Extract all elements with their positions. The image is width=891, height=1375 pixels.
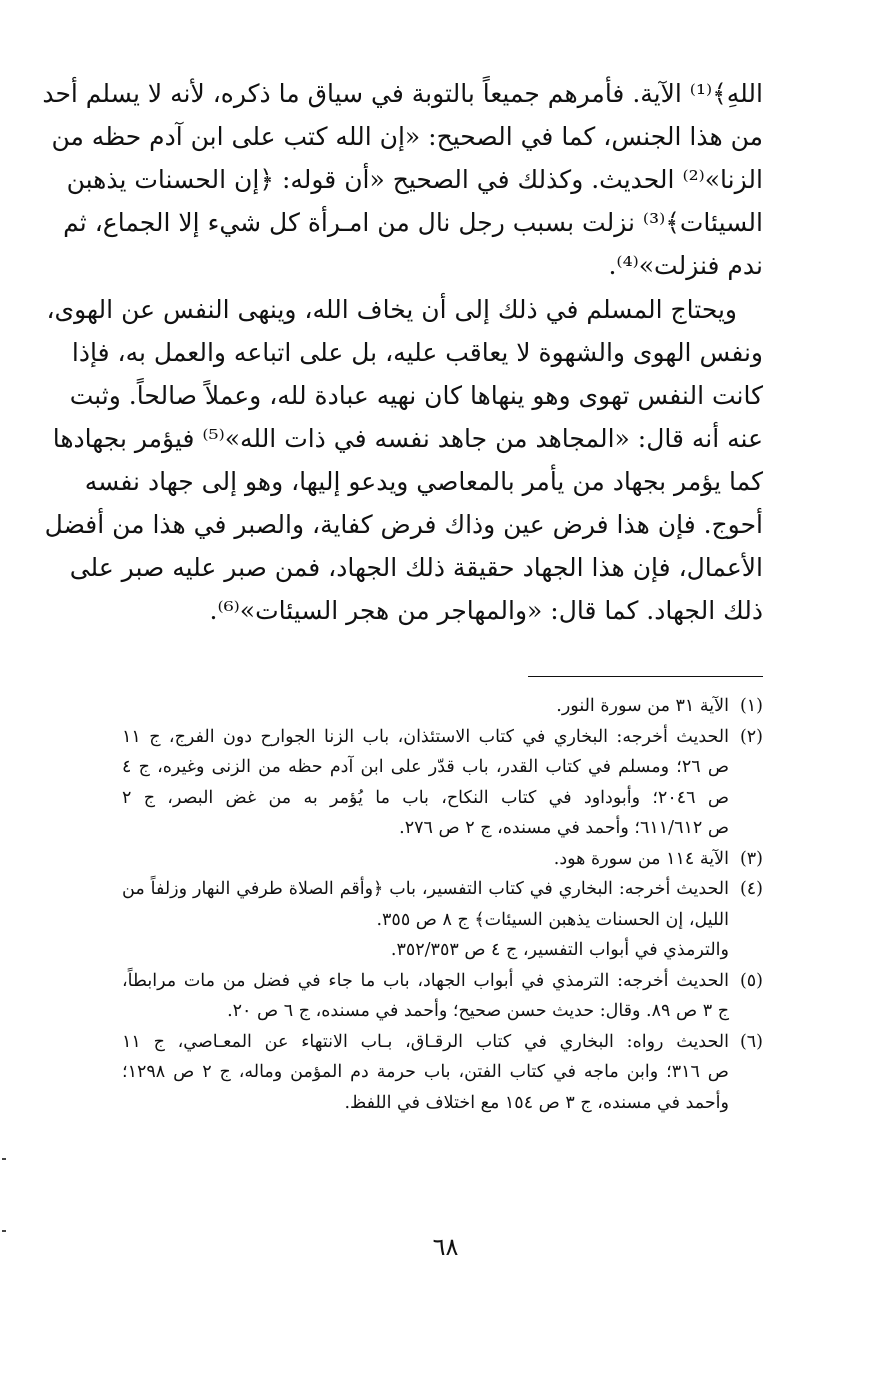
- footnote-3: [122, 844, 763, 875]
- footnote-line: والترمذي في أبواب التفسير، ج ٤ ص ٣٥٢/٣٥٣.: [390, 940, 729, 960]
- footnote-number: (٥): [739, 970, 763, 991]
- paragraph-2: [44, 288, 763, 632]
- text-line: ندم فنزلت»⁽⁴⁾.: [608, 251, 763, 280]
- paragraph-1: [42, 72, 763, 287]
- footnote-separator: [528, 676, 763, 677]
- footnote-line: ص ٢٠٤٦؛ وأبوداود في كتاب النكاح، باب ما يُؤمر به من غض البصر، ج ٢: [122, 787, 729, 808]
- text-line: الزنا»⁽²⁾ الحديث. وكذلك في الصحيح «أن قوله: ﴿إن الحسنات يذهبن: [66, 165, 763, 194]
- footnote-number: (١): [739, 696, 763, 716]
- footnote-number: (٣): [739, 848, 763, 869]
- footnote-number: (٦): [739, 1031, 763, 1052]
- footnotes: [122, 691, 763, 1118]
- footnote-line: ص ٣١٦؛ وابن ماجه في كتاب الفتن، باب حرمة دم المؤمن وماله، ج ٢ ص ١٢٩٨؛: [122, 1062, 729, 1082]
- footnote-6: [122, 1027, 763, 1119]
- footnote-line: الحديث أخرجه: البخاري في كتاب التفسير، باب ﴿وأقم الصلاة طرفي النهار وزلفاً من: [122, 879, 729, 899]
- footnote-line: الآية ٣١ من سورة النور.: [556, 696, 729, 716]
- text-line: الأعمال، فإن هذا الجهاد حقيقة ذلك الجهاد، فمن صبر عليه صبر على: [69, 553, 763, 582]
- footnote-line: ج ٣ ص ٨٩. وقال: حديث حسن صحيح؛ وأحمد في مسنده، ج ٦ ص ٢٠.: [227, 1001, 729, 1021]
- text-line: ويحتاج المسلم في ذلك إلى أن يخاف الله، وينهى النفس عن الهوى،: [46, 295, 737, 324]
- footnote-line: وأحمد في مسنده، ج ٣ ص ١٥٤ مع اختلاف في اللفظ.: [344, 1092, 729, 1113]
- text-line: اللهِ﴾⁽¹⁾ الآية. فأمرهم جميعاً بالتوبة في سياق ما ذكره، لأنه لا يسلم أحد: [42, 79, 763, 108]
- footnote-line: الحديث رواه: البخاري في كتاب الرقـاق، بـاب الانتهاء عن المعـاصي، ج ١١: [122, 1031, 729, 1052]
- footnote-number: (٢): [739, 726, 763, 747]
- text-line: أحوج. فإن هذا فرض عين وذاك فرض كفاية، والصبر في هذا من أفضل: [44, 510, 763, 539]
- text-line: ذلك الجهاد. كما قال: «والمهاجر من هجر السيئات»⁽⁶⁾.: [209, 596, 763, 625]
- text-line: السيئات﴾⁽³⁾ نزلت بسبب رجل نال من امـرأة كل شيء إلا الجماع، ثم: [63, 208, 763, 237]
- scan-mark: [2, 1230, 6, 1232]
- text-line: كانت النفس تهوى وهو ينهاها كان نهيه عبادة لله، وعملاً صالحاً. وثبت: [69, 381, 763, 410]
- footnote-line: الحديث أخرجه: البخاري في كتاب الاستئذان، باب الزنا الجوارح دون الفرج، ج ١١: [122, 726, 729, 747]
- scan-mark: [2, 1158, 6, 1160]
- footnote-line: الليل، إن الحسنات يذهبن السيئات﴾ ج ٨ ص ٣٥٥.: [376, 909, 729, 930]
- text-line: ونفس الهوى والشهوة لا يعاقب عليه، بل على اتباعه والعمل به، فإذا: [71, 338, 763, 367]
- footnote-line: الآية ١١٤ من سورة هود.: [553, 848, 729, 869]
- page-number: ٦٨: [432, 1233, 459, 1261]
- text-line: من هذا الجنس، كما في الصحيح: «إن الله كتب على ابن آدم حظه من: [51, 122, 763, 151]
- footnote-2: [122, 722, 763, 844]
- text-line: كما يؤمر بجهاد من يأمر بالمعاصي ويدعو إليها، وهو إلى جهاد نفسه: [84, 467, 763, 496]
- main-text: [42, 72, 763, 632]
- footnote-line: الحديث أخرجه: الترمذي في أبواب الجهاد، باب ما جاء في فضل من مات مرابطاً،: [122, 970, 729, 991]
- footnote-line: ص ٢٦؛ ومسلم في كتاب القدر، باب قدّر على ابن آدم حظه من الزنى وغيره، ج ٤: [122, 757, 729, 777]
- text-line: عنه أنه قال: «المجاهد من جاهد نفسه في ذات الله»⁽⁵⁾ فيؤمر بجهادها: [52, 424, 763, 453]
- footnote-5: [122, 966, 763, 1027]
- footnote-line: ص ٦١١/٦١٢؛ وأحمد في مسنده، ج ٢ ص ٢٧٦.: [399, 818, 729, 838]
- footnote-1: [122, 691, 763, 722]
- footnote-4: [122, 874, 763, 966]
- footnote-number: (٤): [739, 879, 763, 899]
